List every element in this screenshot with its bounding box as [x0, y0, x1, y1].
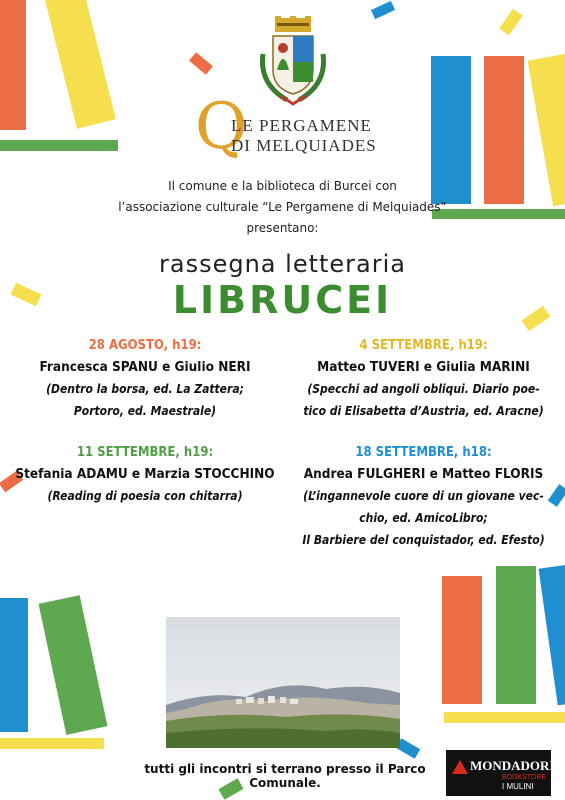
logo-line2: DI MELQUIADES: [231, 136, 377, 155]
decor-book-green-bottom-left: [39, 595, 108, 735]
venue-note: tutti gli incontri si terrano presso il Parco Comunale.: [144, 762, 426, 790]
mondadori-m-icon: [452, 760, 468, 774]
mondadori-logo: [446, 750, 555, 796]
event-1: [0, 336, 290, 422]
event-book-info: chio, ed. AmicoLibro;: [359, 511, 488, 525]
event-2: [282, 336, 565, 422]
decor-confetti: [499, 9, 523, 36]
decor-confetti: [189, 52, 213, 75]
sponsor-name: MONDADORI: [470, 758, 555, 773]
intro-line-3: presentano:: [246, 221, 319, 235]
decor-book-yellow-top-left: [44, 0, 116, 129]
event-date: 11 SETTEMBRE, h19:: [76, 445, 214, 460]
intro-line-2: l’associazione culturale “Le Pergamene di Melquiades”: [118, 200, 447, 214]
sponsor-location: I MULINI: [502, 782, 534, 791]
decor-book-orange-bottom-right: [442, 576, 482, 704]
village-landscape-photo: [166, 617, 400, 748]
event-book-info: Il Barbiere del conquistador, ed. Efesto): [302, 533, 545, 547]
event-date: 28 AGOSTO, h19:: [88, 338, 202, 353]
decor-book-orange-top-left: [0, 0, 26, 130]
decor-book-blue-bottom-right: [539, 565, 565, 706]
event-4: [282, 443, 565, 551]
event-authors: Stefania ADAMU e Marzia STOCCHINO: [15, 466, 275, 482]
logo-q-letter: Q: [195, 90, 248, 164]
coat-of-arms: [255, 14, 331, 106]
event-authors: Francesca SPANU e Giulio NERI: [39, 359, 251, 375]
event-book-info: (Reading di poesia con chitarra): [47, 489, 243, 503]
decor-bar-yellow-bottom-right: [444, 712, 565, 723]
decor-bar-yellow-bottom-left: [0, 738, 104, 749]
decor-book-blue-bottom-left: [0, 598, 28, 732]
event-date: 4 SETTEMBRE, h19:: [359, 338, 488, 353]
event-book-info: Portoro, ed. Maestrale): [73, 404, 217, 418]
decor-confetti: [371, 1, 395, 19]
sponsor-bookstore: BOOKSTORE: [502, 774, 547, 781]
event-book-info: tico di Elisabetta d’Austria, ed. Aracne): [303, 404, 544, 418]
event-title: LIBRUCEI: [172, 278, 393, 322]
decor-book-green-bottom-right: [496, 566, 536, 704]
event-book-info: (Specchi ad angoli obliqui. Diario poe-: [307, 382, 540, 396]
event-book-info: (L’ingannevole cuore di un giovane vec-: [303, 489, 544, 503]
event-authors: Andrea FULGHERI e Matteo FLORIS: [303, 466, 544, 482]
event-authors: Matteo TUVERI e Giulia MARINI: [317, 359, 530, 375]
decor-bar-green-top-left: [0, 140, 118, 151]
event-3: [0, 443, 290, 507]
event-subtitle: rassegna letteraria: [159, 250, 406, 278]
logo-line1: LE PERGAMENE: [231, 116, 372, 135]
intro-line-1: Il comune e la biblioteca di Burcei con: [168, 179, 397, 193]
org-logo: [195, 90, 395, 168]
event-book-info: (Dentro la borsa, ed. La Zattera;: [46, 382, 244, 396]
event-date: 18 SETTEMBRE, h18:: [355, 445, 492, 460]
